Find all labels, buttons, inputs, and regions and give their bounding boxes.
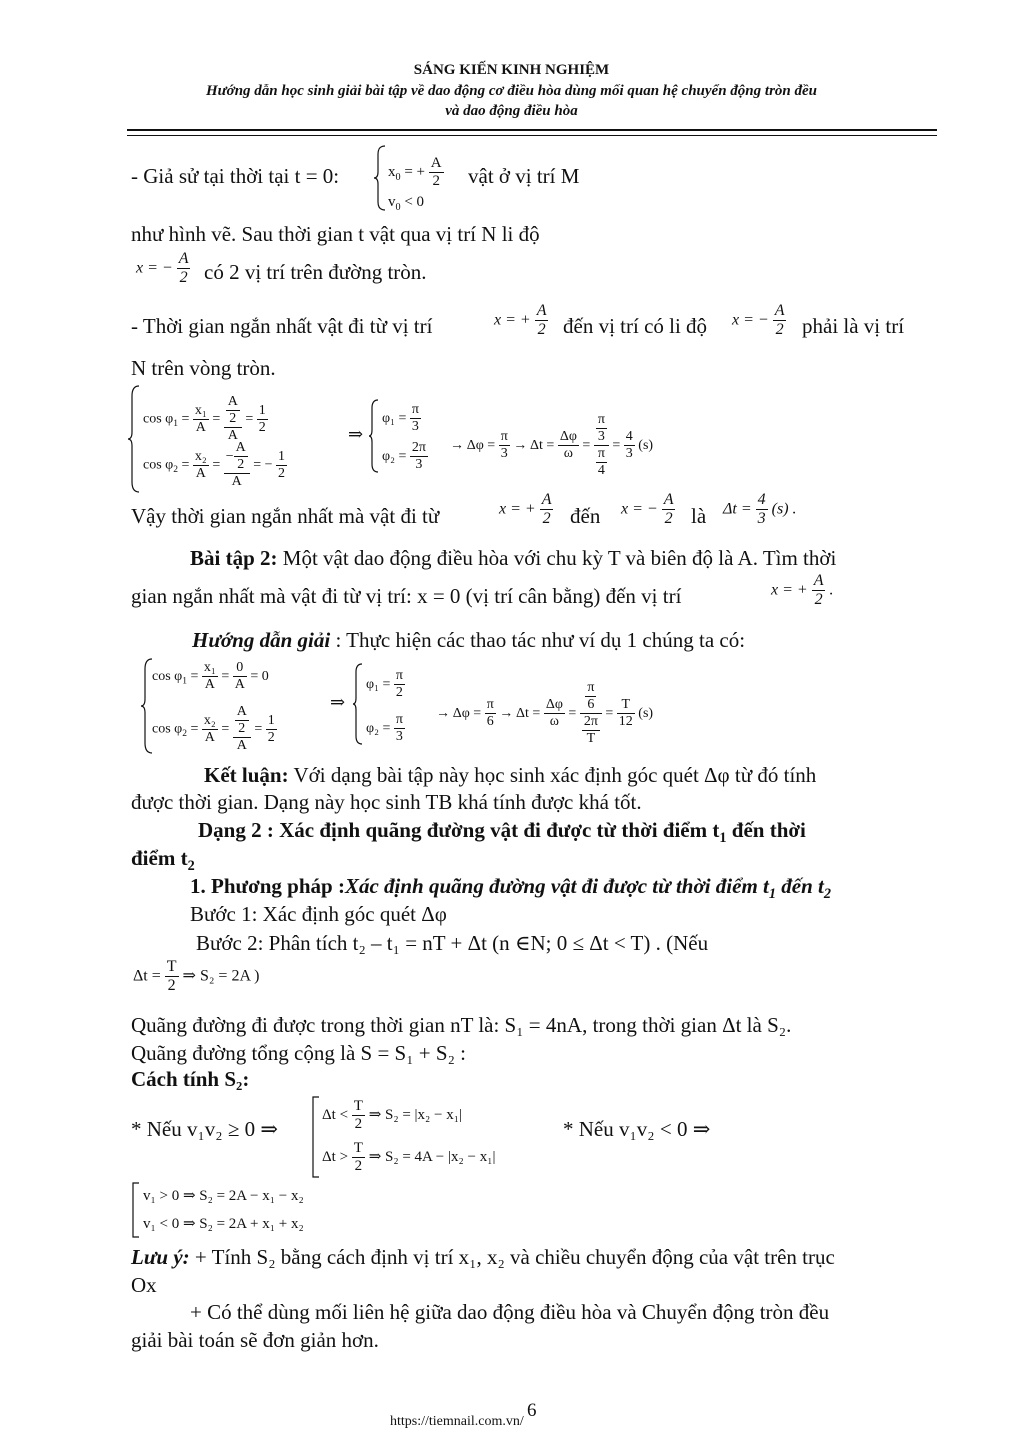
bt2-line2: gian ngắn nhất mà vật đi từ vị trí: x = 0 (vị trí cân bằng) đến vị trí — [131, 584, 682, 608]
sys2-phi1: φ₁ = $\frac{\pi}{2}$ — [366, 668, 403, 701]
luuy-line3: + Có thể dùng mối liên hệ giữa dao động điều hòa và Chuyển động tròn đều — [190, 1300, 830, 1324]
p4-c: là — [691, 504, 707, 528]
sys1-row1: $\cos \varphi_1$ = $\frac{\text{x₁}}{A}$ = $\frac{\frac{A}{2}}{A}$ = $\frac{1}{2}$ — [143, 394, 266, 444]
bt2-formula: x = + $\frac{A}{2}$ . — [771, 572, 834, 609]
buoc2-formula: Δt = $\frac{T}{2}$ ⇒ S₂ = 2A ) — [133, 958, 260, 995]
header-rule-thin — [127, 135, 937, 136]
header-rule-thick — [127, 129, 937, 131]
p3-formula1: x = + $\frac{A}{2}$ — [494, 302, 547, 339]
pp-line: 1. Phương pháp :Xác định quãng đường vật đi được từ thời điểm $t_1$ đến $t_2$ — [190, 874, 832, 903]
qd1: Quãng đường đi được trong thời gian nT là: S₁ = 4nA, trong thời gian Δt là S₂. — [131, 1013, 792, 1037]
sys1-row2: $\cos \varphi_2$ = $\frac{\text{x₂}}{A}$ = − $\frac{A}{2}$ A = − $\frac{1}{2}$ — [143, 440, 286, 490]
p3-b: đến vị trí có li độ — [563, 314, 708, 338]
neu2-r1: v₁ > 0 ⇒ S₂ = 2A − x₁ − x₂ — [143, 1188, 304, 1204]
hd-line: Hướng dẫn giải : Thực hiện các thao tác như ví dụ 1 chúng ta có: — [192, 628, 746, 652]
sys2-row1: $\cos \varphi_1$ = $\frac{\text{x₁}}{A}$ = $\frac{0}{A}$ = 0 — [152, 660, 269, 693]
header-subtitle-line1: Hướng dẫn học sinh giải bài tập về dao động cơ điều hòa dùng mối quan hệ chuyển động tròn đều — [205, 83, 817, 99]
header-title: SÁNG KIẾN KINH NGHIỆM — [413, 62, 610, 78]
p1-prefix: - Giả sử tại thời tại t = 0: — [131, 164, 340, 188]
neu1-bracket — [311, 1096, 321, 1178]
p3-line2: N trên vòng tròn. — [131, 356, 276, 380]
buoc2: Bước 2: Phân tích t₂ – t₁ = nT + Δt (n ∈N; 0 ≤ Δt < T) . (Nếu — [196, 931, 709, 955]
p1-cond1: $x_0$ = + $\frac{A}{2}$ — [388, 155, 442, 190]
header-subtitle-line2: và dao động điều hòa — [445, 103, 578, 119]
bt2-line1: Bài tập 2: Một vật dao động điều hòa với chu kỳ T và biên độ là A. Tìm thời — [190, 546, 837, 570]
sys1-brace2 — [368, 398, 380, 474]
p1-suffix: vật ở vị trí M — [468, 164, 580, 188]
dang2-line2: điểm $t_2$ — [131, 846, 195, 875]
sys1-phi1: φ₁ = $\frac{\pi}{3}$ — [382, 402, 419, 435]
p1-brace — [373, 144, 387, 212]
kl-line2: được thời gian. Dạng này học sinh TB khá tính được khá tốt. — [131, 790, 642, 814]
luuy-line1: Lưu ý: + Tính S₂ bằng cách định vị trí x₁, x₂ và chiều chuyển động của vật trên trục — [131, 1245, 835, 1269]
sys2-brace2 — [352, 662, 364, 746]
dang2-line1: Dạng 2 : Xác định quãng đường vật đi được từ thời điểm $t_1$ đến thời — [198, 818, 806, 847]
neu1-case1: Δt < $\frac{T}{2}$ ⇒ S₂ = |x₂ − x₁| — [322, 1098, 462, 1133]
page-number: 6 — [527, 1400, 537, 1421]
p4-b: đến — [570, 504, 601, 528]
p2-formula: x = − $\frac{A}{2}$ — [136, 250, 189, 287]
luuy-line4: giải bài toán sẽ đơn giản hơn. — [131, 1328, 379, 1352]
sys1-brace — [127, 384, 141, 494]
sys1-chain: → Δφ = $\frac{\pi}{3}$ → Δt = $\frac{\Delta\varphi}{\omega}$ = $\frac{\frac{\pi}{3}}{\frac{\pi}{4}}$ = $\frac{4}{3}$ (s) — [450, 412, 654, 479]
qd2: Quãng đường tổng cộng là S = S₁ + S₂ : — [131, 1041, 466, 1065]
p4-formula1: x = + $\frac{A}{2}$ — [499, 491, 552, 528]
p4-formula2: x = − $\frac{A}{2}$ — [621, 491, 674, 528]
p3-c: phải là vị trí — [802, 314, 905, 338]
sys2-implies: ⇒ — [330, 692, 346, 712]
kl-line1: Kết luận: Với dạng bài tập này học sinh xác định góc quét Δφ từ đó tính — [204, 763, 817, 787]
neu1-b: * Nếu v₁v₂ < 0 ⇒ — [563, 1117, 711, 1141]
neu1-case2: Δt > $\frac{T}{2}$ ⇒ S₂ = 4A − |x₂ − x₁| — [322, 1140, 496, 1175]
sys1-implies: ⇒ — [348, 424, 364, 444]
buoc1: Bước 1: Xác định góc quét Δφ — [190, 902, 447, 926]
neu2-r2: v₁ < 0 ⇒ S₂ = 2A + x₁ + x₂ — [143, 1216, 304, 1232]
p2-tail: có 2 vị trí trên đường tròn. — [204, 260, 427, 284]
neu2-bracket — [131, 1182, 141, 1238]
footer-url[interactable]: https://tiemnail.com.vn/ — [390, 1414, 524, 1429]
p4-a: Vậy thời gian ngắn nhất mà vật đi từ — [131, 504, 440, 528]
sys1-phi2: φ₂ = $\frac{2\pi}{3}$ — [382, 440, 426, 473]
p3-formula2: x = − $\frac{A}{2}$ — [732, 302, 785, 339]
p3-a: - Thời gian ngắn nhất vật đi từ vị trí — [131, 314, 433, 338]
p1-cond2: $v_0 < 0$ — [388, 194, 425, 213]
sys2-chain: → Δφ = $\frac{\pi}{6}$ → Δt = $\frac{\Delta\varphi}{\omega}$ = $\frac{\frac{\pi}{6}}{\frac{2\pi}{T}}$ = $\frac{T}{12}$ (s) — [436, 680, 654, 747]
luuy-line2: Ox — [131, 1273, 157, 1297]
p2-line1: như hình vẽ. Sau thời gian t vật qua vị trí N li độ — [131, 222, 540, 246]
cach-tinh: Cách tính S₂: — [131, 1067, 250, 1091]
p4-formula3: Δt = $\frac{4}{3}$ (s) . — [723, 491, 797, 528]
sys2-row2: $\cos \varphi_2$ = $\frac{\text{x₂}}{A}$ = $\frac{\frac{A}{2}}{A}$ = $\frac{1}{2}$ — [152, 704, 275, 754]
sys2-phi2: φ₂ = $\frac{\pi}{3}$ — [366, 712, 403, 745]
neu1-a: * Nếu v₁v₂ ≥ 0 ⇒ — [131, 1117, 278, 1141]
